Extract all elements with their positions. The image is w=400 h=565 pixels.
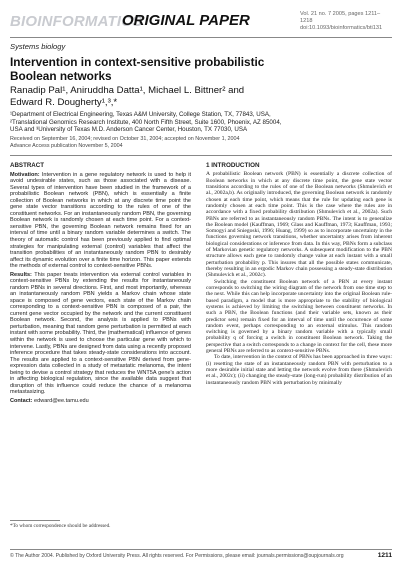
front-matter-divider	[10, 155, 392, 156]
paper-title: Intervention in context-sensitive probabilistic Boolean networks	[10, 55, 265, 83]
affiliation-line: ¹Department of Electrical Engineering, Texas A&M University, College Station, TX, 77843, USA,	[10, 111, 271, 118]
footnote: *To whom correspondence should be addressed.	[10, 523, 111, 529]
affiliations	[10, 111, 390, 134]
doi-line: doi:10.1093/bioinformatics/bti131	[300, 25, 383, 31]
intro-heading: 1 INTRODUCTION	[206, 162, 260, 169]
abstract-contact	[10, 398, 191, 405]
authors-line: Ranadip Pal¹, Aniruddha Datta¹, Michael L. Bittner² and	[10, 85, 245, 96]
authors-line: Edward R. Dougherty¹,³,*	[10, 96, 118, 108]
abstract-motivation	[10, 172, 191, 270]
volume-info	[300, 11, 392, 32]
intro-paragraph: To date, intervention in the context of PBNs has been approached in three ways: (i) resetting the state of an instantaneously random PBN with perturbation to a more desirable initial state and letting the network evolve from there (Shmulevich et al., 2002c); (ii) changing the steady-state (long-run) probability distribution of an instantaneously random PBN with perturbation by minimally	[206, 354, 392, 386]
page-footer	[10, 553, 392, 559]
motivation-text: Intervention in a gene regulatory network is used to help it avoid undesirable states, such as those associated with a disease. Several types of intervention have been studied in the framework of a probabilistic Boolean network (PBN), which is essentially a finite collection of Boolean networks in which at any discrete time point the gene state vector transitions according to the rules of one of the constituent networks. For an instantaneously random PBN, the governing Boolean network is randomly chosen at each time point. For a context-sensitive PBN, the governing Boolean network remains fixed for an interval of time until a binary random variable determines a switch. The theory of automatic control has been previously applied to find optimal strategies for manipulating external (control) variables that affect the transition probabilities of an instantaneously random PBN to desirably affect its dynamic evolution over a finite time horizon. This paper extends the methods of external control to context-sensitive PBNs.	[10, 171, 191, 270]
contact-email[interactable]: edward@ee.tamu.edu	[34, 397, 89, 404]
journal-name: BIOINFORMATICS	[10, 13, 143, 30]
abstract-results	[10, 272, 191, 396]
intro-paragraph: Switching the constituent Boolean network of a PBN at every instant corresponds to switching the wiring diagram of the network from one time step to the next. While this can help incorporate uncertainty into the original Boolean rule-based paradigm, a model that is more appropriate to the stability of biological systems is achieved by limiting the switching between constituent networks. In such a PBN, the Boolean functions (and their variable sets, known as their predictor sets) remain fixed for an interval of time until the occurrence of some random event, perhaps corresponding to an external stimulus. This random switching is governed by a binary random variable with a typically small probability q of forcing a switch in constituent Boolean network. Taking the perspective that a switch corresponds to a change in context for the cell, these more general PBNs are referred to as context-sensitive PBNs.	[206, 278, 392, 355]
footer-divider	[10, 549, 392, 550]
received-line: Received on September 16, 2004; revised on October 31, 2004; accepted on November 1, 2004	[10, 136, 240, 142]
motivation-label: Motivation:	[10, 171, 40, 178]
advance-access-line: Advance Access publication November 5, 2004	[10, 142, 123, 149]
abstract	[10, 163, 191, 406]
affiliation-line: USA and ³University of Texas M.D. Anderson Cancer Center, Houston, TX 77030, USA	[10, 126, 248, 134]
authors	[10, 85, 310, 108]
contact-label: Contact:	[10, 397, 33, 404]
footnote-rule	[10, 520, 60, 521]
abstract-heading: ABSTRACT	[10, 162, 45, 169]
results-text: This paper treats intervention via external control variables in context-sensitive PBNs by extending the results for instantaneously random PBNs in several directions. First, and most importantly, whereas an instantaneously random PBN yields a Markov chain whose state space is composed of gene vectors, each state of the Markov chain corresponding to a context-sensitive PBN is composed of a pair, the current gene vector occupied by the network and the current constituent Boolean network. Second, the analysis is applied to PBNs with perturbation, meaning that random gene perturbation is permitted at each instant with some probability. Third, the (mathematical) influence of genes within the network is used to choose the particular gene with which to intervene. Lastly, PBNs are designed from data using a recently proposed inference procedure that takes steady-state considerations into account. The results are applied to a context-sensitive PBN derived from gene-expression data collected in a study of metastatic melanoma, the intent being to devise a control strategy that reduces the WNT5A gene's action in affecting biological regulation, since the available data suggest that disruption of this influence could reduce the chance of a melanoma metastasizing.	[10, 271, 191, 396]
intro-paragraph: A probabilistic Boolean network (PBN) is essentially a discrete collection of Boolean networks in which at any discrete time point, the gene state vector transitions according to the rules of one of the Boolean networks (Shmulevich et al., 2002a,b). As originally introduced, the governing Boolean network is randomly chosen at each time point, which means that the rule for updating each gene is randomly chosen at each time point. This is the case where the rules are in accordance with a fixed probability distribution (Shmulevich et al., 2002a). Such PBNs are referred to as instantaneously random PBNs. The intent is to generalize the Boolean model (Kauffman, 1969; Glass and Kauffman, 1973; Kauffman, 1993; Somogyi and Sniegoski, 1996; Huang, 1999) so as to incorporate uncertainty in the functions governing network transitions, whether uncertainty arises from inherent biological considerations or inference from data. In this way, PBNs form a subclass of Markovian genetic regulatory networks. A subsequent modification to the PBN structure allows each gene to randomly change value at each instant with a small perturbation probability p. This insures that all the possible states communicate, thereby resulting in an ergodic Markov chain possessing a steady-state distribution (Shmulevich et al., 2002c).	[206, 171, 392, 279]
results-label: Results:	[10, 271, 32, 278]
introduction-section	[206, 163, 392, 386]
section-label: Systems biology	[10, 42, 66, 51]
paper-type: ORIGINAL PAPER	[122, 12, 250, 29]
header-divider	[10, 37, 392, 38]
publication-dates	[10, 136, 390, 150]
journal-header	[10, 9, 392, 35]
volume-line: Vol. 21 no. 7 2005, pages 1211–1218	[300, 11, 381, 24]
affiliation-line: ²Translational Genomics Research Institute, 400 North Fifth Street, Suite 1600, Phoenix, AZ 85004,	[10, 118, 282, 126]
page-number: 1211	[377, 552, 392, 559]
copyright-text: © The Author 2004. Published by Oxford University Press. All rights reserved. For Permissions, please email: journals.permissions@oupjournals.org	[10, 553, 344, 559]
